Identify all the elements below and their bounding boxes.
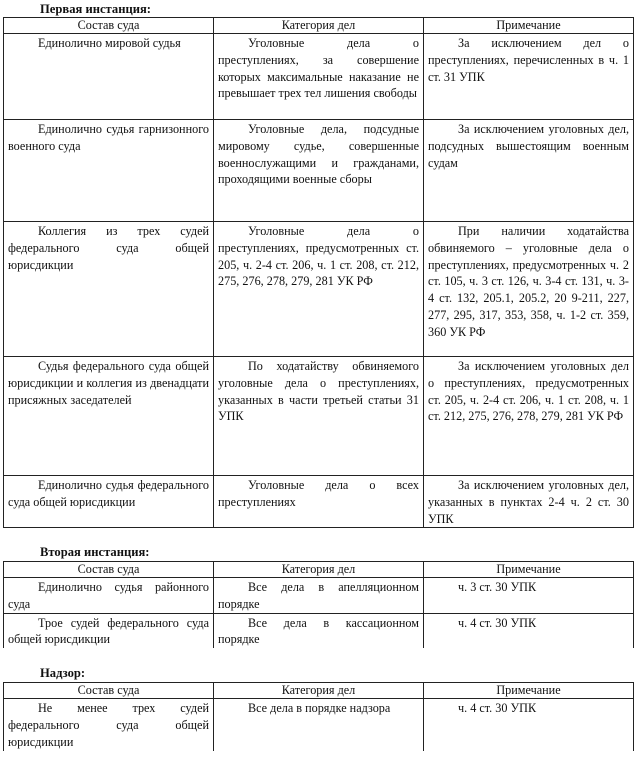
table-row <box>4 613 634 648</box>
header-case-category: Категория дел <box>214 683 424 699</box>
cell-note: За исключением уголовных дел о преступлениях, предусмотренных ст. 205, ч. 2-4 ст. 206, ч. 1 ст. 208, ч. 1 ст. 212, 275, 276, 278, 279, 281 УК РФ <box>424 357 634 476</box>
header-case-category: Категория дел <box>214 562 424 578</box>
cell-note: За исключением дел о преступлениях, перечисленных в ч. 1 ст. 31 УПК <box>424 34 634 120</box>
cell-note: ч. 4 ст. 30 УПК <box>424 613 634 648</box>
header-note: Примечание <box>424 683 634 699</box>
cell-court: Единолично судья федерального суда общей юрисдикции <box>4 476 214 528</box>
cell-note: ч. 4 ст. 30 УПК <box>424 699 634 751</box>
table-row <box>4 578 634 614</box>
header-court-composition: Состав суда <box>4 562 214 578</box>
cell-note: ч. 3 ст. 30 УПК <box>424 578 634 614</box>
table-row <box>4 476 634 528</box>
section-title-supervision: Надзор: <box>40 666 86 680</box>
table-second-instance <box>3 561 634 648</box>
section-title-second-instance: Вторая инстанция: <box>40 545 150 559</box>
section-title-first-instance: Первая инстанция: <box>40 2 151 16</box>
cell-category: По ходатайству обвиняемого уголовные дела о преступлениях, указанных в части третьей статьи 31 УПК <box>214 357 424 476</box>
cell-court: Не менее трех судей федерального суда общей юрисдикции <box>4 699 214 751</box>
cell-court: Трое судей федерального суда общей юрисдикции <box>4 613 214 648</box>
cell-court: Судья федерального суда общей юрисдикции и коллегия из двенадцати присяжных заседателей <box>4 357 214 476</box>
header-court-composition: Состав суда <box>4 683 214 699</box>
table-first-instance <box>3 17 634 528</box>
cell-category: Уголовные дела о преступлениях, предусмотренных ст. 205, ч. 2-4 ст. 206, ч. 1 ст. 208, ст. 212, 275, 276, 278, 279, 281 УК РФ <box>214 222 424 357</box>
cell-note: За исключением уголовных дел, подсудных вышестоящим военным судам <box>424 120 634 222</box>
header-note: Примечание <box>424 562 634 578</box>
cell-category: Все дела в кассационном порядке <box>214 613 424 648</box>
cell-court: Единолично мировой судья <box>4 34 214 120</box>
cell-category: Все дела в апелляционном порядке <box>214 578 424 614</box>
header-note: Примечание <box>424 18 634 34</box>
table-supervision <box>3 682 634 751</box>
cell-note: За исключением уголовных дел, указанных в пунктах 2-4 ч. 2 ст. 30 УПК <box>424 476 634 528</box>
table-row <box>4 120 634 222</box>
table-row <box>4 222 634 357</box>
table-header-row <box>4 683 634 699</box>
cell-note: При наличии ходатайства обвиняемого – уголовные дела о преступлениях, предусмотренных ч. 2 ст. 105, ч. 3 ст. 126, ч. 3-4 ст. 131, ч. 3-4 ст. 132, 205.1, 205.2, 20 9-211, 227, 277, 295, 317, 353, 358, ч. 1-2 ст. 359, 360 УК РФ <box>424 222 634 357</box>
table-header-row <box>4 562 634 578</box>
table-header-row <box>4 18 634 34</box>
header-court-composition: Состав суда <box>4 18 214 34</box>
cell-court: Единолично судья гарнизонного военного суда <box>4 120 214 222</box>
cell-court: Коллегия из трех судей федерального суда общей юрисдикции <box>4 222 214 357</box>
header-case-category: Категория дел <box>214 18 424 34</box>
cell-category: Уголовные дела о всех преступлениях <box>214 476 424 528</box>
table-row <box>4 699 634 751</box>
cell-category: Уголовные дела, подсудные мировому судье, совершенные военнослужащими и гражданами, проходящими военные сборы <box>214 120 424 222</box>
table-row <box>4 357 634 476</box>
cell-category: Все дела в порядке надзора <box>214 699 424 751</box>
cell-category: Уголовные дела о преступлениях, за совершение которых максимальные наказание не превышает трех тел лишения свободы <box>214 34 424 120</box>
table-row <box>4 34 634 120</box>
cell-court: Единолично судья районного суда <box>4 578 214 614</box>
